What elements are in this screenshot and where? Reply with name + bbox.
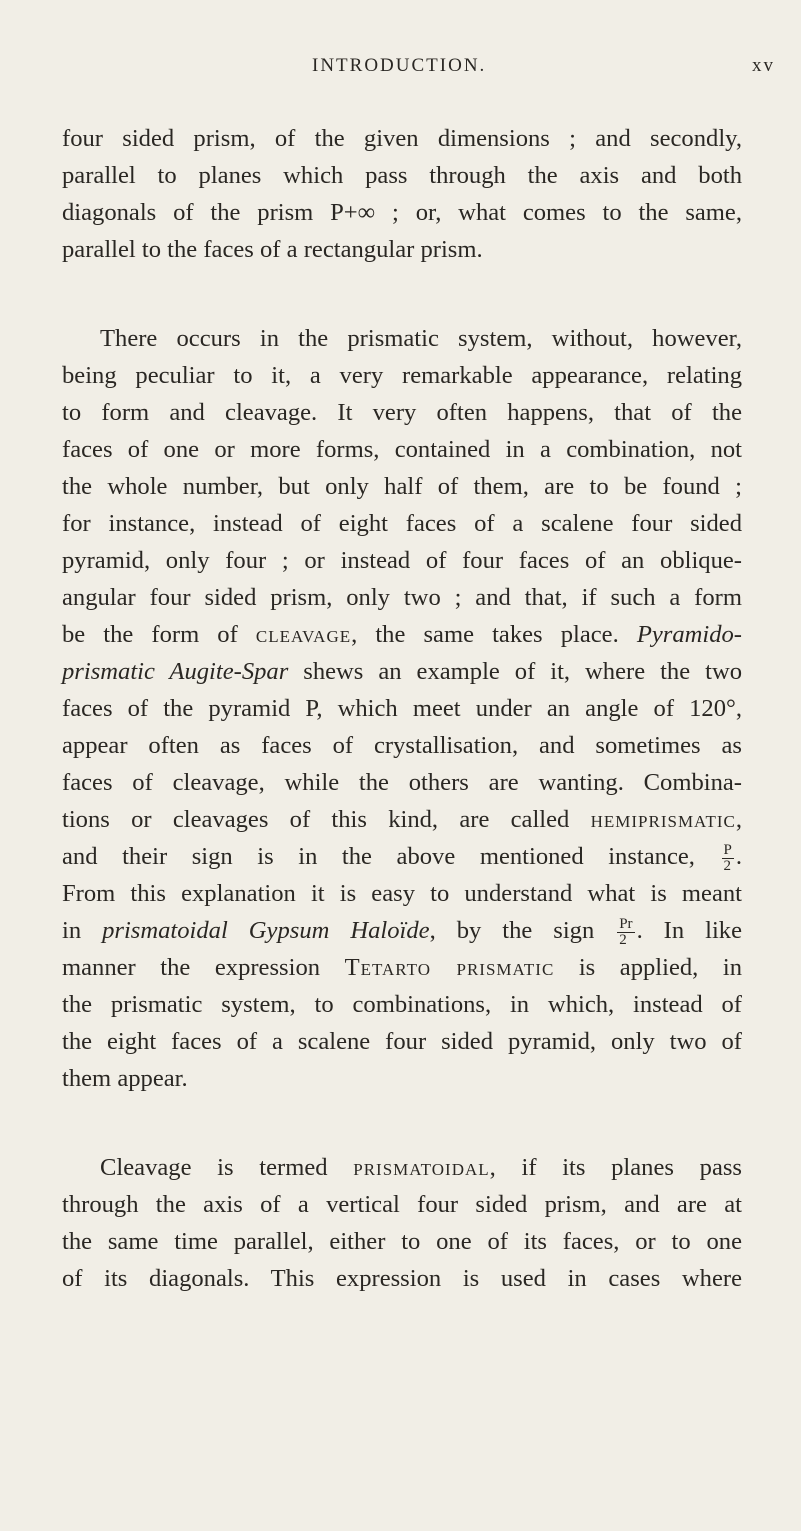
italic-term: Pyramido- [636,621,742,648]
small-caps-term: hemiprismatic [590,806,736,833]
text-run: is applied, in [554,954,742,981]
text-line: parallel to planes which pass through the axis and both [62,162,742,189]
text-run: be the form of [62,621,256,648]
text-line: From this explanation it is easy to understand what is meant [62,880,742,907]
text-run: . In like [636,917,742,944]
text-line [62,949,742,986]
text-line: being peculiar to it, a very remarkable appearance, relating [62,362,742,389]
text-line: the eight faces of a scalene four sided pyramid, only two of [62,1028,742,1055]
small-caps-term: prismatoidal [353,1154,490,1181]
text-run: manner the expression [62,954,345,981]
text-line: angular four sided prism, only two ; and that, if such a form [62,584,742,611]
text-run: shews an example of it, where the two [288,658,743,685]
fraction-denominator: 2 [723,857,731,874]
paragraph-gap [62,268,742,320]
text-line: There occurs in the prismatic system, without, however, [100,325,742,352]
text-run: tions or cleavages of this kind, are called [62,806,591,833]
text-run: , [735,806,742,833]
paragraph-1 [62,120,742,268]
fraction-sign [617,917,634,948]
text-line [62,838,742,875]
fraction-sign [722,843,734,874]
text-line: of its diagonals. This expression is used in cases where [62,1265,742,1292]
text-line: diagonals of the prism P+∞ ; or, what comes to the same, [62,199,742,226]
text-line: the same time parallel, either to one of its faces, or to one [62,1228,742,1255]
small-caps-term: Tetarto prismatic [344,954,555,981]
page-header [0,55,801,85]
text-line [62,616,742,653]
text-line: faces of the pyramid P, which meet under an angle of 120°, [62,695,742,722]
text-line: parallel to the faces of a rectangular prism. [62,236,483,263]
text-line: four sided prism, of the given dimensions ; and secondly, [62,125,742,152]
fraction-denominator: 2 [619,931,627,948]
text-run: . [735,843,742,870]
text-line [62,653,742,690]
body-text [62,120,742,1297]
text-run: , by the sign [429,917,616,944]
fraction-numerator: P [723,841,732,858]
paragraph-3 [62,1149,742,1297]
fraction-numerator: Pr [619,915,633,932]
text-line: them appear. [62,1065,188,1092]
paragraph-gap [62,1097,742,1149]
text-line: the whole number, but only half of them, are to be found ; [62,473,742,500]
italic-term: prismatic Augite-Spar [62,658,289,685]
italic-term: prismatoidal Gypsum Haloïde [102,917,430,944]
paragraph-2 [62,320,742,1097]
text-line: through the axis of a vertical four sided prism, and are at [62,1191,742,1218]
text-run: , if its planes pass [489,1154,743,1181]
text-line [62,801,742,838]
text-line: to form and cleavage. It very often happens, that of the [62,399,742,426]
text-line: faces of one or more forms, contained in a combination, not [62,436,742,463]
text-run: Cleavage is termed [100,1154,354,1181]
text-line: the prismatic system, to combinations, in which, instead of [62,991,742,1018]
small-caps-term: cleavage [255,621,352,648]
page-number: xv [752,55,775,76]
text-line [62,1149,742,1186]
text-run: , the same takes place. [351,621,637,648]
running-title: INTRODUCTION. [312,55,487,76]
text-run: and their sign is in the above mentioned instance, [62,843,720,870]
text-line: faces of cleavage, while the others are wanting. Combina- [62,769,742,796]
text-line: pyramid, only four ; or instead of four faces of an oblique- [62,547,742,574]
text-line: for instance, instead of eight faces of a scalene four sided [62,510,742,537]
text-line [62,912,742,949]
text-run: in [62,917,103,944]
text-line: appear often as faces of crystallisation, and sometimes as [62,732,742,759]
